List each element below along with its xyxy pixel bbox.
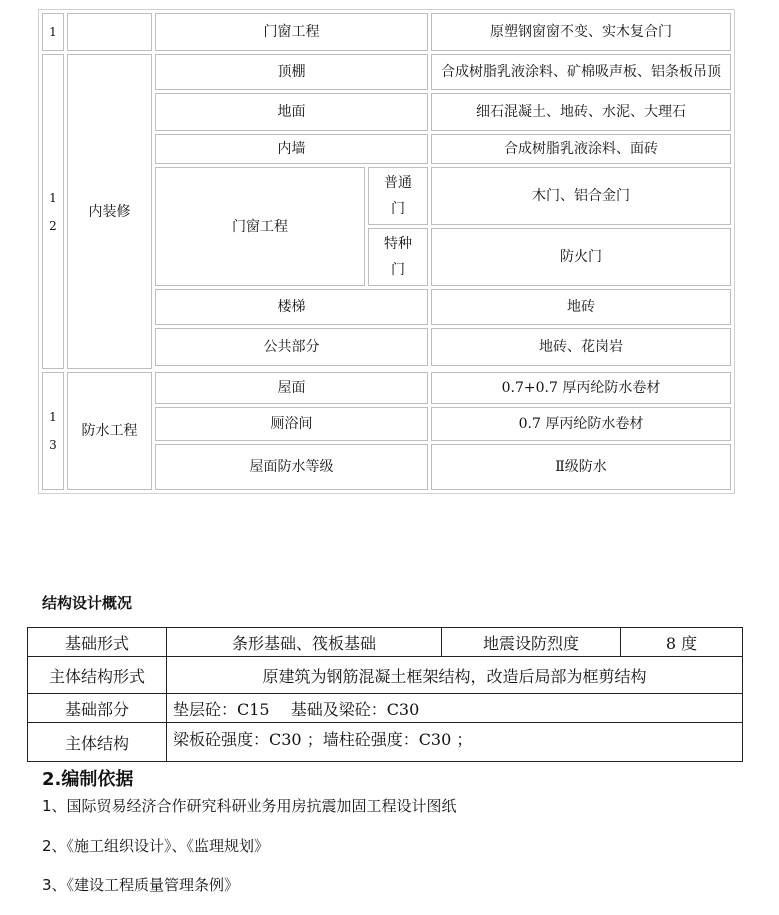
item-cell: 门窗工程 — [155, 13, 428, 51]
category-cell: 防水工程 — [67, 372, 152, 490]
desc-cell: 木门、铝合金门 — [431, 167, 731, 225]
item-cell: 屋面防水等级 — [155, 444, 428, 490]
desc-cell: Ⅱ级防水 — [431, 444, 731, 490]
category-cell — [67, 13, 152, 51]
main-form-label: 主体结构形式 — [28, 657, 167, 694]
seismic-label: 地震设防烈度 — [442, 628, 621, 657]
row-number: 1 — [42, 13, 64, 51]
main-struct-value: 梁板砼强度：C30 ；墙柱砼强度：C30 ； — [167, 723, 743, 762]
basis-item: 3、《建设工程质量管理条例》 — [42, 876, 240, 894]
basis-heading: 2.编制依据 — [42, 769, 134, 790]
category-cell: 内装修 — [67, 54, 152, 369]
desc-cell: 原塑钢窗窗不变、实木复合门 — [431, 13, 731, 51]
main-form-value: 原建筑为钢筋混凝土框架结构，改造后局部为框剪结构 — [167, 657, 743, 694]
row-number: 1 2 — [42, 54, 64, 369]
foundation-form-label: 基础形式 — [28, 628, 167, 657]
seismic-value: 8 度 — [621, 628, 743, 657]
item-cell: 楼梯 — [155, 289, 428, 325]
desc-cell: 合成树脂乳液涂料、面砖 — [431, 134, 731, 164]
row-number: 1 3 — [42, 372, 64, 490]
desc-cell: 0.7 厚丙纶防水卷材 — [431, 407, 731, 441]
basis-item: 1、国际贸易经济合作研究科研业务用房抗震加固工程设计图纸 — [42, 797, 457, 815]
desc-cell: 0.7+0.7 厚丙纶防水卷材 — [431, 372, 731, 404]
desc-cell: 地砖、花岗岩 — [431, 328, 731, 366]
sub-item-cell: 普通 门 — [368, 167, 428, 225]
item-cell: 内墙 — [155, 134, 428, 164]
desc-cell: 细石混凝土、地砖、水泥、大理石 — [431, 93, 731, 131]
decoration-table — [38, 9, 735, 494]
sub-item-cell: 特种 门 — [368, 228, 428, 286]
item-cell: 地面 — [155, 93, 428, 131]
item-cell: 屋面 — [155, 372, 428, 404]
item-cell: 公共部分 — [155, 328, 428, 366]
foundation-part-label: 基础部分 — [28, 694, 167, 723]
main-struct-label: 主体结构 — [28, 723, 167, 762]
desc-cell: 合成树脂乳液涂料、矿棉吸声板、铝条板吊顶 — [431, 54, 731, 90]
section-title: 结构设计概况 — [42, 594, 133, 612]
desc-cell: 防火门 — [431, 228, 731, 286]
desc-cell: 地砖 — [431, 289, 731, 325]
item-cell: 顶棚 — [155, 54, 428, 90]
item-cell: 厕浴间 — [155, 407, 428, 441]
foundation-part-value: 垫层砼：C15 基础及梁砼：C30 — [167, 694, 743, 723]
item-cell: 门窗工程 — [155, 167, 365, 286]
structure-table — [27, 627, 743, 762]
foundation-form-value: 条形基础、筏板基础 — [167, 628, 442, 657]
basis-item: 2、《施工组织设计》、《监理规划》 — [42, 837, 270, 855]
